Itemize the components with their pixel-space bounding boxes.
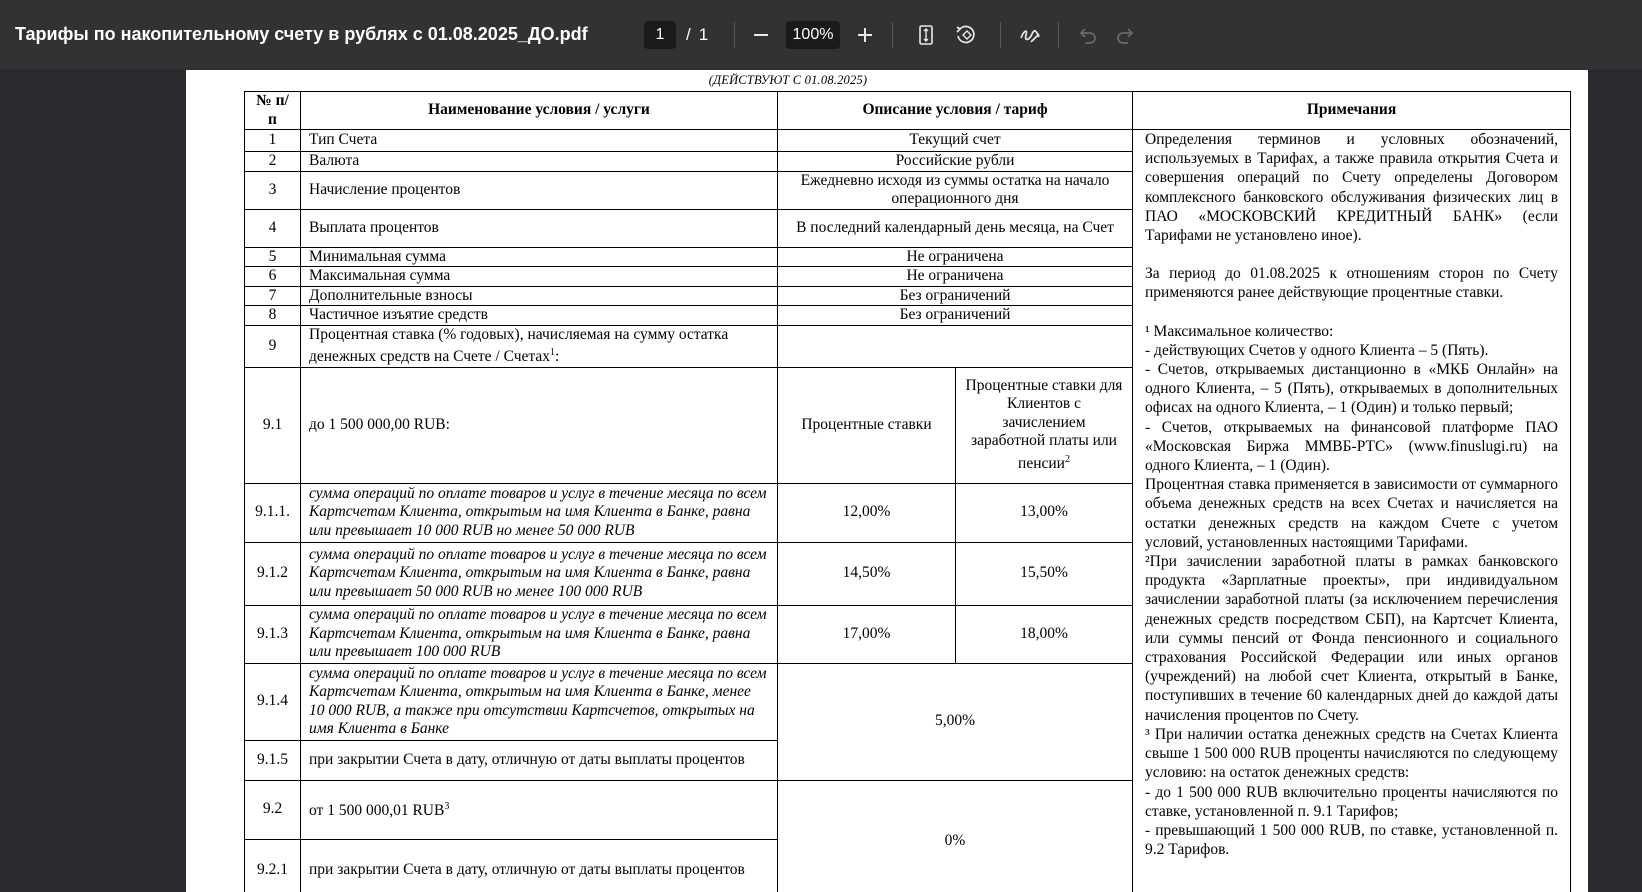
rate-row-condition: сумма операций по оплате товаров и услуг в течение месяца по всем Картсчетам Клиента, открытым на имя Клиента в Банке, менее 10 000 RUB, а также при отсутствии Картсчетов, открытых на имя Клиента в Банке <box>301 663 778 740</box>
row-name: Начисление процентов <box>301 171 778 209</box>
note-footnote-3-item: - превышающий 1 500 000 RUB, по ставке, установленной п. 9.2 Тарифов. <box>1145 821 1559 859</box>
draw-button[interactable] <box>1013 18 1047 52</box>
row-value: В последний календарный день месяца, на Счет <box>778 209 1133 247</box>
tariffs-table <box>244 91 1571 892</box>
document-title: Тарифы по накопительному счету в рублях с 01.08.2025_ДО.pdf <box>15 24 588 44</box>
zoom-out-button[interactable] <box>744 18 778 52</box>
footnote-marker: 3 <box>444 801 450 813</box>
row-number: 9 <box>245 325 301 367</box>
row-name: Тип Счета <box>301 130 778 152</box>
row-value: Текущий счет <box>778 130 1133 152</box>
undo-icon <box>1077 26 1097 44</box>
page-number-input[interactable] <box>644 21 676 49</box>
rate-row-number: 9.1.4 <box>245 663 301 740</box>
row-number: 6 <box>245 267 301 287</box>
rate-row-number: 9.1.3 <box>245 605 301 663</box>
rotate-button[interactable] <box>948 18 982 52</box>
row-value: Без ограничений <box>778 286 1133 306</box>
row-value: Не ограничена <box>778 267 1133 287</box>
rate-row-condition: сумма операций по оплате товаров и услуг в течение месяца по всем Картсчетам Клиента, открытым на имя Клиента в Банке, равна или превышает 100 000 RUB <box>301 605 778 663</box>
draw-icon <box>1019 25 1041 45</box>
page-separator: / <box>686 25 691 44</box>
rate-row-condition-text: от 1 500 000,01 RUB <box>309 802 445 820</box>
rate-base: 5,00% <box>778 663 1133 780</box>
row-value <box>778 325 1133 367</box>
row-name: Валюта <box>301 152 778 172</box>
row-number: 3 <box>245 171 301 209</box>
minus-icon <box>753 27 769 43</box>
rate-over-limit: 0% <box>778 780 1133 892</box>
row-number: 7 <box>245 286 301 306</box>
rate-row-condition: при закрытии Счета в дату, отличную от даты выплаты процентов <box>301 740 778 780</box>
footnote-marker: 2 <box>1064 453 1070 465</box>
row-value: Российские рубли <box>778 152 1133 172</box>
rate-column-header-standard: Процентные ставки <box>778 367 956 483</box>
rate-row-condition: сумма операций по оплате товаров и услуг в течение месяца по всем Картсчетам Клиента, открытым на имя Клиента в Банке, равна или превышает 50 000 RUB но менее 100 000 RUB <box>301 542 778 605</box>
toolbar-divider <box>1000 22 1001 48</box>
rate-row-condition <box>301 780 778 839</box>
column-header-description: Описание условия / тариф <box>778 92 1133 130</box>
note-footnote-1-item: - действующих Счетов у одного Клиента – 5 (Пять). <box>1145 341 1489 359</box>
redo-button[interactable] <box>1109 18 1143 52</box>
row-name: Выплата процентов <box>301 209 778 247</box>
note-footnote-3: ³ При наличии остатка денежных средств на Счетах Клиента свыше 1 500 000 RUB проценты начисляются по следующему условию: на остаток денежных средств: <box>1145 725 1559 782</box>
fit-page-button[interactable] <box>909 18 943 52</box>
row-number: 5 <box>245 247 301 267</box>
rate-standard: 14,50% <box>778 542 956 605</box>
zoom-in-button[interactable] <box>848 18 882 52</box>
row-number: 9.1 <box>245 367 301 483</box>
plus-icon <box>857 27 873 43</box>
row-name-text: Процентная ставка (% годовых), начисляемая на сумму остатка денежных средств на Счете / Счетах <box>309 325 729 366</box>
rotate-icon <box>954 24 976 46</box>
row-name: Частичное изъятие средств <box>301 306 778 326</box>
footnote-marker: 1 <box>550 347 555 358</box>
note-period: За период до 01.08.2025 к отношениям сторон по Счету применяются ранее действующие процентные ставки. <box>1145 265 1559 302</box>
rate-standard: 12,00% <box>778 483 956 542</box>
rate-salary: 15,50% <box>956 542 1133 605</box>
column-header-notes: Примечания <box>1133 92 1571 130</box>
row-value: Не ограничена <box>778 247 1133 267</box>
toolbar-divider <box>892 22 893 48</box>
note-rate-application: Процентная ставка применяется в зависимости от суммарного объема денежных средств на всех Счетах и начисляется на остатки денежных средств на каждом Счете с учетом условий, установленных настоящими Тарифами. <box>1145 476 1559 551</box>
rate-row-number: 9.1.1. <box>245 483 301 542</box>
row-number: 8 <box>245 306 301 326</box>
rate-row-number: 9.1.5 <box>245 740 301 780</box>
row-value: Без ограничений <box>778 306 1133 326</box>
toolbar-divider <box>734 22 735 48</box>
column-header-number: № п/п <box>245 92 301 130</box>
rate-row-number: 9.2.1 <box>245 839 301 892</box>
notes-cell <box>1133 130 1571 892</box>
row-number: 4 <box>245 209 301 247</box>
row-name: Дополнительные взносы <box>301 286 778 306</box>
rate-column-header-salary <box>956 367 1133 483</box>
note-footnote-2: ²При зачислении заработной платы в рамках банковского продукта «Зарплатные проекты», при индивидуальном зачислении заработной платы (за исключением перечисления денежных средств посредством СБП), на Картсчет Клиента, или суммы пенсий от Фонда пенсионного и социального страхования Российской Федерации или иных органов (учреждений) на любой счет Клиента, открытый в Банке, поступивших в течение 60 календарных дней до каждой даты начисления процентов по Счету. <box>1145 553 1559 724</box>
page-navigation <box>644 21 708 49</box>
pdf-toolbar <box>0 0 1642 70</box>
zoom-level[interactable]: 100% <box>786 21 840 49</box>
effective-date-note: (ДЕЙСТВУЮТ С 01.08.2025) <box>708 73 868 87</box>
note-definitions: Определения терминов и условных обозначений, используемых в Тарифах, а также правила открытия Счета и совершения операций по Счету определены Договором комплексного банковского обслуживания физических лиц в ПАО «МОСКОВСКИЙ КРЕДИТНЫЙ БАНК» (если Тарифами не установлено иное). <box>1145 131 1559 245</box>
redo-icon <box>1116 26 1136 44</box>
rate-row-condition: сумма операций по оплате товаров и услуг в течение месяца по всем Картсчетам Клиента, открытым на имя Клиента в Банке, равна или превышает 10 000 RUB но менее 50 000 RUB <box>301 483 778 542</box>
row-name: Минимальная сумма <box>301 247 778 267</box>
toolbar-divider <box>1058 22 1059 48</box>
note-footnote-1-item: - Счетов, открываемых на финансовой платформе ПАО «Московская Биржа ММВБ-РТС» (www.finuslugi.ru) на одного Клиента, – 1 (Один). <box>1145 418 1559 475</box>
note-footnote-1-title: ¹ Максимальное количество: <box>1145 322 1334 340</box>
rate-row-number: 9.2 <box>245 780 301 839</box>
page-total: 1 <box>698 25 709 44</box>
row-number: 1 <box>245 130 301 152</box>
rate-column-header-salary-text: Процентные ставки для Клиентов с зачислением заработной платы или пенсии <box>965 376 1123 472</box>
rate-salary: 13,00% <box>956 483 1133 542</box>
row-name: Процентная ставка (% годовых), начисляемая на сумму остатка денежных средств на Счете / Счетах$^1$: <box>301 325 778 367</box>
note-footnote-3-item: - до 1 500 000 RUB включительно проценты начисляются по ставке, установленной п. 9.1 Тарифов; <box>1145 783 1559 820</box>
row-name: Максимальная сумма <box>301 267 778 287</box>
row-number: 2 <box>245 152 301 172</box>
rate-row-number: 9.1.2 <box>245 542 301 605</box>
pdf-page <box>186 70 1588 892</box>
rate-salary: 18,00% <box>956 605 1133 663</box>
row-name: до 1 500 000,00 RUB: <box>301 367 778 483</box>
column-header-name: Наименование условия / услуги <box>301 92 778 130</box>
fit-page-icon <box>917 25 935 45</box>
undo-button[interactable] <box>1070 18 1104 52</box>
row-value: Ежедневно исходя из суммы остатка на начало операционного дня <box>778 171 1133 209</box>
rate-row-condition: при закрытии Счета в дату, отличную от даты выплаты процентов <box>301 839 778 892</box>
rate-standard: 17,00% <box>778 605 956 663</box>
note-footnote-1-item: - Счетов, открываемых дистанционно в «МКБ Онлайн» на одного Клиента, – 5 (Пять), открываемых в дополнительных офисах на одного Клиента, – 1 (Один) и только первый; <box>1145 361 1559 417</box>
